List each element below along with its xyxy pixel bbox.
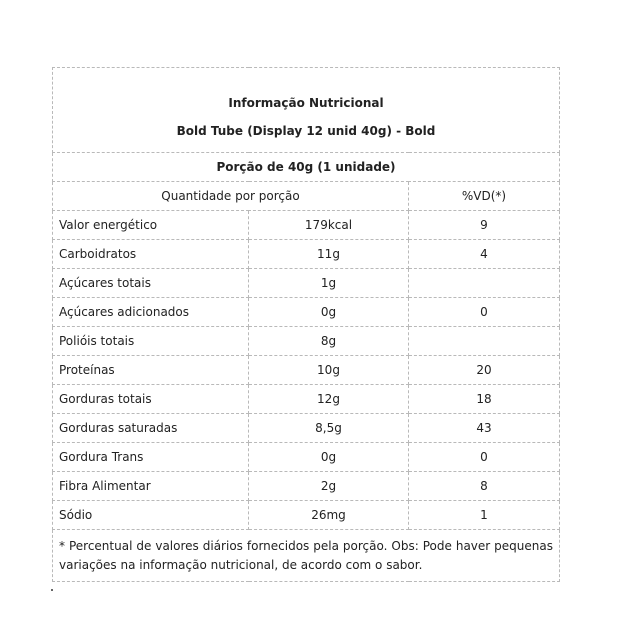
- nutrient-name: Carboidratos: [53, 240, 249, 269]
- nutrient-amount: 8,5g: [249, 414, 409, 443]
- nutrient-amount: 1g: [249, 269, 409, 298]
- table-row: [53, 385, 560, 414]
- nutrient-amount: 12g: [249, 385, 409, 414]
- portion-size: Porção de 40g (1 unidade): [53, 153, 560, 182]
- nutrient-dv: 8: [409, 472, 560, 501]
- nutrient-name: Valor energético: [53, 211, 249, 240]
- nutrient-dv: [409, 327, 560, 356]
- table-row: [53, 211, 560, 240]
- nutrient-dv: 43: [409, 414, 560, 443]
- column-header-row: [53, 182, 560, 211]
- stray-dot: [51, 589, 53, 591]
- nutrient-dv: 4: [409, 240, 560, 269]
- nutrient-amount: 0g: [249, 298, 409, 327]
- nutrient-amount: 26mg: [249, 501, 409, 530]
- nutrient-amount: 10g: [249, 356, 409, 385]
- dv-header: %VD(*): [409, 182, 560, 211]
- nutrient-dv: 18: [409, 385, 560, 414]
- nutrient-dv: 20: [409, 356, 560, 385]
- portion-row: [53, 153, 560, 182]
- product-name: Bold Tube (Display 12 unid 40g) - Bold: [176, 124, 436, 138]
- nutrient-amount: 2g: [249, 472, 409, 501]
- table-title: Informação Nutricional: [228, 96, 384, 110]
- nutrient-amount: 179kcal: [249, 211, 409, 240]
- nutrition-facts-table: [52, 67, 560, 582]
- nutrient-name: Sódio: [53, 501, 249, 530]
- nutrient-dv: [409, 269, 560, 298]
- nutrient-name: Proteínas: [53, 356, 249, 385]
- table-row: [53, 443, 560, 472]
- nutrient-dv: 9: [409, 211, 560, 240]
- nutrient-amount: 0g: [249, 443, 409, 472]
- nutrient-name: Fibra Alimentar: [53, 472, 249, 501]
- footnote-row: [53, 530, 560, 582]
- nutrient-dv: 0: [409, 298, 560, 327]
- nutrient-name: Açúcares totais: [53, 269, 249, 298]
- nutrient-name: Polióis totais: [53, 327, 249, 356]
- nutrient-name: Gorduras saturadas: [53, 414, 249, 443]
- table-row: [53, 414, 560, 443]
- table-row: [53, 269, 560, 298]
- nutrient-dv: 0: [409, 443, 560, 472]
- quantity-header: Quantidade por porção: [53, 182, 409, 211]
- table-row: [53, 298, 560, 327]
- nutrient-amount: 8g: [249, 327, 409, 356]
- table-row: [53, 327, 560, 356]
- title-row: [53, 68, 560, 153]
- table-row: [53, 472, 560, 501]
- nutrient-name: Gorduras totais: [53, 385, 249, 414]
- nutrient-dv: 1: [409, 501, 560, 530]
- title-block: [53, 68, 560, 153]
- nutrient-name: Gordura Trans: [53, 443, 249, 472]
- table-row: [53, 356, 560, 385]
- table-row: [53, 501, 560, 530]
- nutrient-name: Açúcares adicionados: [53, 298, 249, 327]
- footnote: * Percentual de valores diários fornecidos pela porção. Obs: Pode haver pequenas variações na informação nutricional, de acordo com o sabor.: [53, 530, 560, 582]
- nutrient-amount: 11g: [249, 240, 409, 269]
- table-row: [53, 240, 560, 269]
